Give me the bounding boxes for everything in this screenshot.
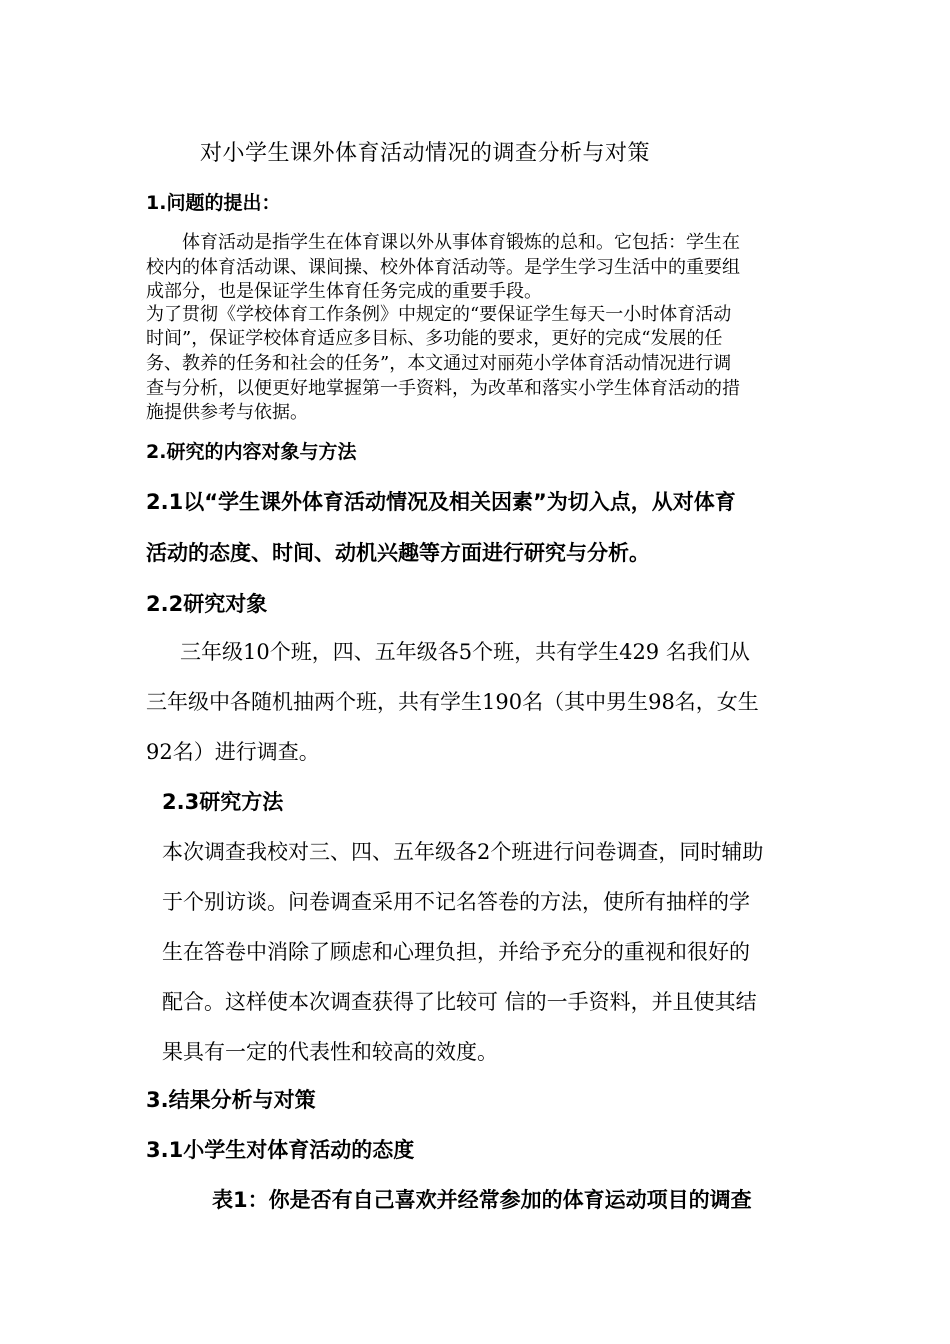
s2-3-line: 配合。这样使本次调查获得了比较可 信的一手资料，并且使其结: [162, 990, 757, 1014]
s2-2-line: 三年级10个班，四、五年级各5个班，共有学生429 名我们从: [180, 640, 750, 664]
s1-para2-line: 施提供参考与依据。: [146, 402, 308, 423]
s2-3-line: 果具有一定的代表性和较高的效度。: [162, 1040, 498, 1064]
s2-3-line: 生在答卷中消除了顾虑和心理负担，并给予充分的重视和很好的: [162, 940, 750, 964]
s1-para1-line: 体育活动是指学生在体育课以外从事体育锻炼的总和。它包括：学生在: [146, 232, 740, 253]
s2-3-line: 于个别访谈。问卷调查采用不记名答卷的方法，使所有抽样的学: [162, 890, 750, 914]
s2-1-line: 2.1以“学生课外体育活动情况及相关因素”为切入点，从对体育: [146, 490, 736, 514]
s1-para1-line: 成部分，也是保证学生体育任务完成的重要手段。: [146, 281, 542, 302]
s2-2-heading: 2.2研究对象: [146, 592, 268, 616]
s2-2-line: 92名）进行调查。: [146, 740, 320, 764]
s2-2-line: 三年级中各随机抽两个班，共有学生190名（其中男生98名，女生: [146, 690, 759, 714]
s1-para2-line: 务、教养的任务和社会的任务”，本文通过对丽苑小学体育活动情况进行调: [146, 353, 732, 374]
s1-para2-line: 查与分析，以便更好地掌握第一手资料，为改革和落实小学生体育活动的措: [146, 378, 740, 399]
s2-3-heading: 2.3研究方法: [162, 790, 284, 814]
s1-para2-line: 为了贯彻《学校体育工作条例》中规定的“要保证学生每天一小时体育活动: [146, 304, 732, 325]
section-3-heading: 3.结果分析与对策: [146, 1088, 316, 1112]
s2-3-line: 本次调查我校对三、四、五年级各2个班进行问卷调查，同时辅助: [162, 840, 764, 864]
section-2-heading: 2.研究的内容对象与方法: [146, 441, 357, 463]
document-title: 对小学生课外体育活动情况的调查分析与对策: [200, 141, 651, 166]
section-1-heading: 1.问题的提出：: [146, 192, 281, 214]
table-caption: 表1：你是否有自己喜欢并经常参加的体育运动项目的调查: [212, 1188, 752, 1212]
s1-para1-line: 校内的体育活动课、课间操、校外体育活动等。是学生学习生活中的重要组: [146, 257, 740, 278]
s3-1-heading: 3.1小学生对体育活动的态度: [146, 1138, 415, 1162]
s1-para2-line: 时间”，保证学校体育适应多目标、多功能的要求，更好的完成“发展的任: [146, 328, 723, 349]
s2-1-line: 活动的态度、时间、动机兴趣等方面进行研究与分析。: [146, 541, 650, 565]
